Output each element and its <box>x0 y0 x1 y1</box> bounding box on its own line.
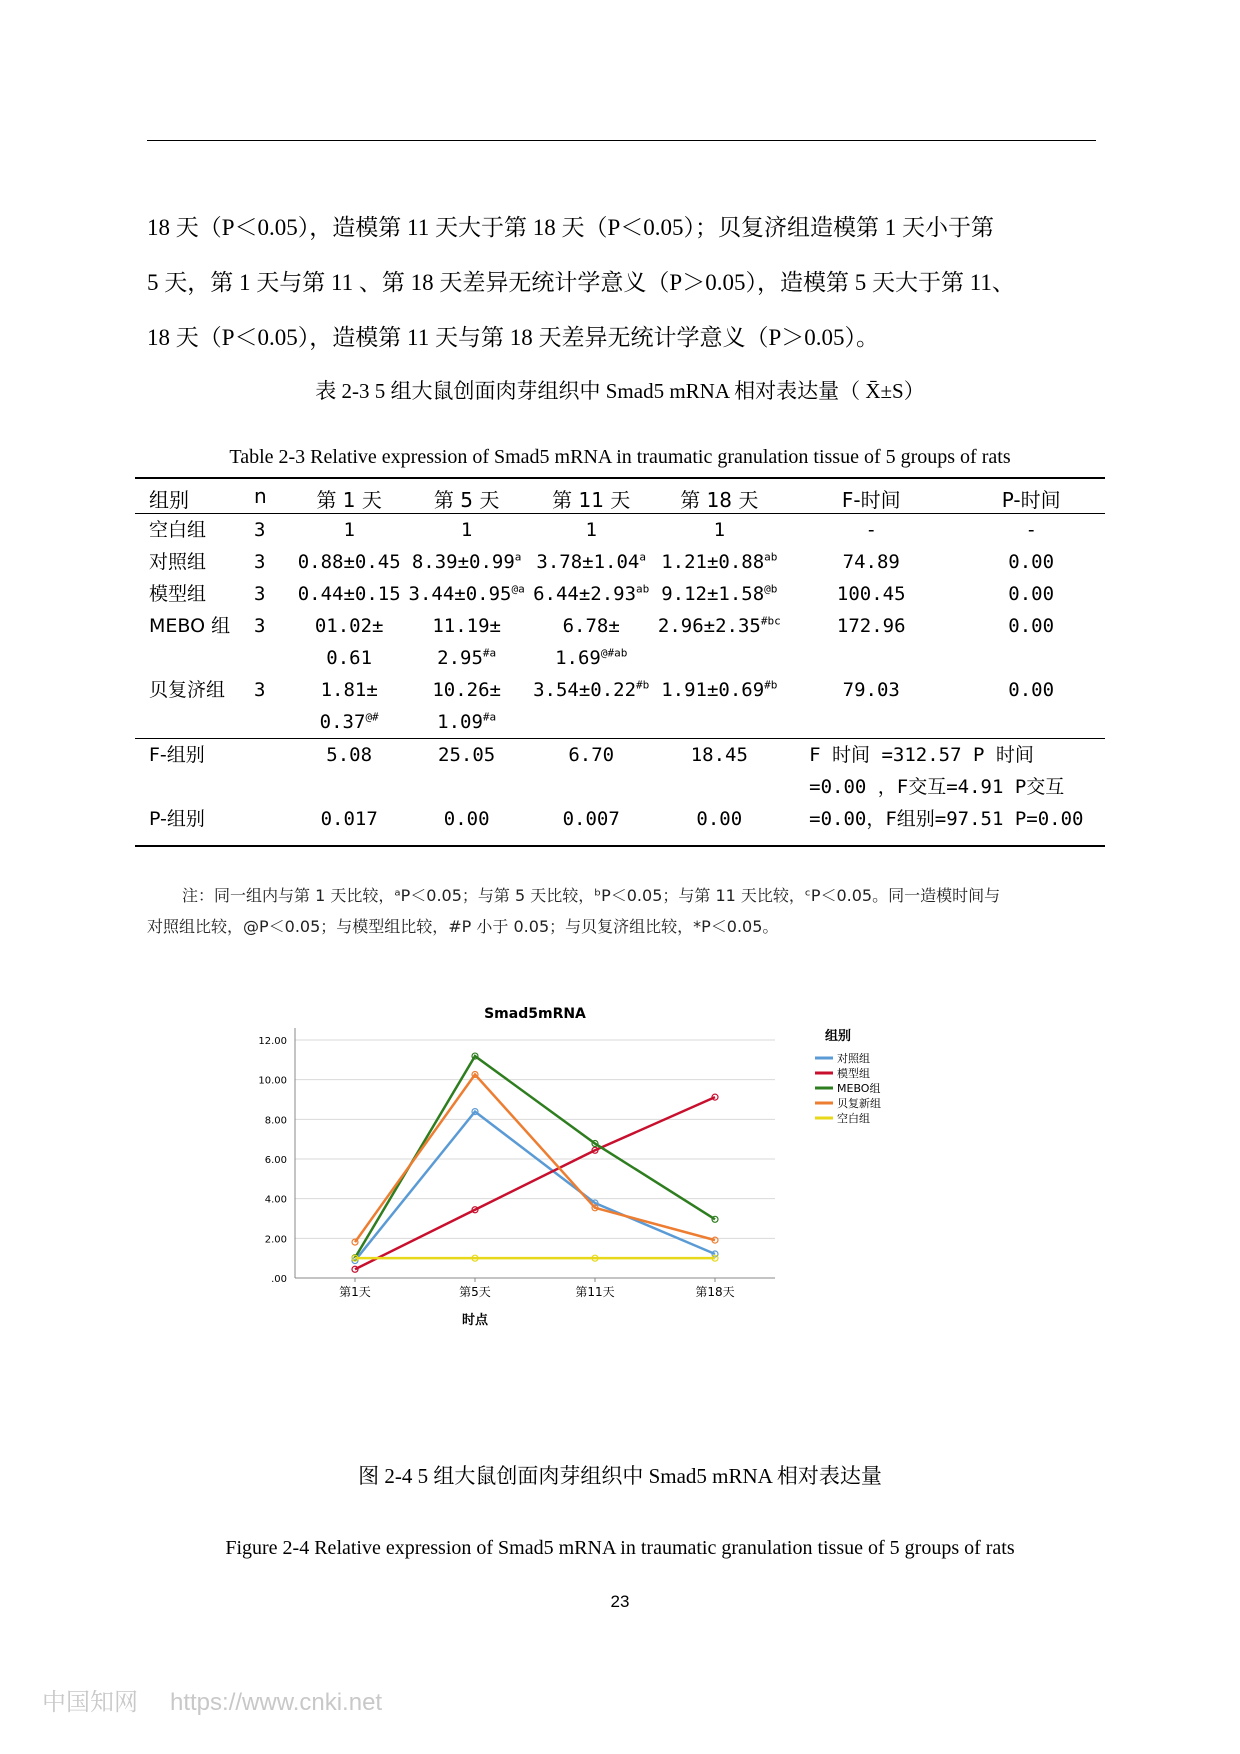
y-tick-label: 8.00 <box>264 1115 287 1127</box>
overall-stats <box>785 739 1105 836</box>
body-line: 5 天，第 1 天与第 11 、第 18 天差异无统计学意义（P＞0.05），造模第 5 天大于第 11、 <box>147 270 1015 295</box>
cell-day1: 0.88±0.45 <box>297 551 401 573</box>
cell-f: 74.89 <box>842 551 900 573</box>
cell-day5: 11.19± <box>432 615 501 637</box>
header-rule <box>147 140 1096 141</box>
stats-line: =0.00，F组别=97.51 P=0.00 <box>809 808 1084 830</box>
table-caption-cn: 表 2-3 5 组大鼠创面肉芽组织中 Smad5 mRNA 相对表达量（ X̄±S） <box>315 379 925 403</box>
header-p-time: P-时间 <box>957 478 1105 514</box>
table-row <box>135 514 1105 547</box>
cell-n: 3 <box>254 615 266 637</box>
cell-day5: $3.44\pm 0.95^{@a}$ <box>408 582 525 605</box>
x-tick-label: 第18天 <box>695 1285 735 1299</box>
cell-group: 对照组 <box>149 551 207 573</box>
p-group-day11: 0.007 <box>562 808 620 830</box>
cell-day1: 1.81± <box>320 679 378 701</box>
header-f-time: F-时间 <box>785 478 957 514</box>
table-row <box>135 674 1105 706</box>
watermark <box>42 1682 382 1717</box>
f-group-day18: 18.45 <box>653 739 785 772</box>
legend-label: 贝复新组 <box>837 1097 881 1110</box>
table-row-continued <box>135 706 1105 739</box>
page-number: 23 <box>610 1592 630 1611</box>
cell-day11: 6.44±2.93$^{ab}$ <box>533 582 650 605</box>
cell-day11: $3.54\pm 0.22^{\#b}$ <box>533 678 650 701</box>
cell-day1: 01.02± <box>314 615 384 637</box>
y-tick-label: .00 <box>271 1274 287 1285</box>
note-line: 注：同一组内与第 1 天比较，ᵃP＜0.05；与第 5 天比较，ᵇP＜0.05；与第 11 天比较，ᶜP＜0.05。同一造模时间与 <box>182 886 1001 905</box>
table-row <box>135 546 1105 578</box>
cell-p: 0.00 <box>1008 583 1055 605</box>
cell-day1-cont: 0.37@# <box>319 710 379 733</box>
f-group-day5: 25.05 <box>404 739 529 772</box>
cell-day5-cont: 2.95$^{\#a}$ <box>437 646 497 669</box>
figure-caption-en: Figure 2-4 Relative expression of Smad5 mRNA in traumatic granulation tissue of 5 groups of rats <box>225 1537 1015 1559</box>
watermark-site: 中国知网 <box>42 1689 138 1716</box>
y-tick-label: 10.00 <box>258 1075 287 1087</box>
cell-day18: $1.91\pm 0.69^{\#b}$ <box>661 678 778 701</box>
chart-svg <box>255 990 955 1440</box>
cell-group: MEBO 组 <box>149 615 231 637</box>
cell-n: 3 <box>254 519 266 541</box>
cell-day1: 0.44±0.15 <box>297 583 401 605</box>
cell-day18: $2.96\pm 2.35^{\#bc}$ <box>657 614 781 637</box>
cell-p: - <box>1025 519 1037 541</box>
line-chart <box>255 990 955 1445</box>
note-line: 对照组比较，@P＜0.05；与模型组比较，#P 小于 0.05；与贝复济组比较，*P＜0.05。 <box>147 917 779 936</box>
cell-day18: 1 <box>713 519 726 541</box>
header-group: 组别 <box>135 478 254 514</box>
body-line: 18 天（P＜0.05），造模第 11 天大于第 18 天（P＜0.05）；贝复济组造模第 1 天小于第 <box>147 215 994 240</box>
cell-day1-cont: 0.61 <box>326 647 373 669</box>
cell-day5: 10.26± <box>432 679 501 701</box>
header-n: n <box>254 478 294 514</box>
data-table <box>135 477 1105 847</box>
cell-day5: 8.39±0.99$^a$ <box>411 550 522 573</box>
header-day5: 第 5 天 <box>404 478 529 514</box>
cell-n: 3 <box>254 679 266 701</box>
cell-day11: 3.78±1.04$^a$ <box>536 550 646 573</box>
y-tick-label: 6.00 <box>264 1155 287 1166</box>
table-row <box>135 610 1105 642</box>
p-group-label: P-组别 <box>149 808 205 830</box>
table-row-continued <box>135 642 1105 674</box>
legend-label: 空白组 <box>837 1112 870 1125</box>
x-tick-label: 第1天 <box>339 1285 371 1299</box>
legend-label: 对照组 <box>837 1052 870 1065</box>
f-group-day1: 5.08 <box>294 739 404 772</box>
chart-title: Smad5mRNA <box>484 1006 586 1022</box>
table-note <box>147 880 1097 942</box>
header-day1: 第 1 天 <box>294 478 404 514</box>
cell-f: - <box>865 519 877 541</box>
cell-day18: 1.21±0.88$^{ab}$ <box>661 550 778 573</box>
cell-p: 0.00 <box>1008 615 1055 637</box>
legend-title: 组别 <box>825 1029 852 1044</box>
cell-day11: 6.78± <box>562 615 620 637</box>
cell-f: 79.03 <box>842 679 900 701</box>
body-paragraph <box>147 200 1097 365</box>
cell-n: 3 <box>254 551 266 573</box>
cell-group: 空白组 <box>149 519 207 541</box>
p-group-day5: 0.00 <box>443 808 490 830</box>
table-caption-en: Table 2-3 Relative expression of Smad5 mRNA in traumatic granulation tissue of 5 groups of rats <box>229 446 1011 468</box>
p-group-day18: 0.00 <box>696 808 743 830</box>
cell-n: 3 <box>254 583 266 605</box>
y-tick-label: 2.00 <box>264 1234 287 1246</box>
cell-f: 100.45 <box>836 583 906 605</box>
series-line <box>355 1097 715 1269</box>
x-tick-label: 第11天 <box>575 1285 615 1299</box>
stats-line: =0.00 ，F交互=4.91 P交互 <box>809 776 1065 798</box>
legend-label: 模型组 <box>837 1067 870 1080</box>
cell-day1: 1 <box>343 519 355 541</box>
p-group-day1: 0.017 <box>320 808 378 830</box>
cell-p: 0.00 <box>1008 679 1055 701</box>
y-tick-label: 12.00 <box>258 1036 287 1047</box>
stats-line: F 时间 =312.57 P 时间 <box>809 744 1034 766</box>
f-group-row <box>135 739 1105 772</box>
cell-day5: 1 <box>460 519 473 541</box>
cell-f: 172.96 <box>836 615 906 637</box>
header-day18: 第 18 天 <box>653 478 785 514</box>
cell-day11-cont: $1.69^{@\#ab}$ <box>555 646 628 669</box>
f-group-label: F-组别 <box>135 739 254 772</box>
legend-label: MEBO组 <box>837 1082 881 1095</box>
cell-group: 贝复济组 <box>149 679 226 701</box>
body-line: 18 天（P＜0.05），造模第 11 天与第 18 天差异无统计学意义（P＞0.05）。 <box>147 325 879 350</box>
f-group-day11: 6.70 <box>529 739 654 772</box>
cell-day5-cont: 1.09$^{\#a}$ <box>437 710 497 733</box>
table-row <box>135 578 1105 610</box>
cell-group: 模型组 <box>149 583 207 605</box>
x-axis-label: 时点 <box>461 1313 489 1328</box>
cell-day18: $9.12\pm 1.58^{@b}$ <box>661 582 778 605</box>
figure-caption-cn: 图 2-4 5 组大鼠创面肉芽组织中 Smad5 mRNA 相对表达量 <box>358 1464 882 1488</box>
cell-p: 0.00 <box>1008 551 1055 573</box>
watermark-url: https://www.cnki.net <box>170 1689 383 1716</box>
y-tick-label: 4.00 <box>264 1194 287 1206</box>
cell-day11: 1 <box>585 519 597 541</box>
x-tick-label: 第5天 <box>459 1285 491 1299</box>
header-day11: 第 11 天 <box>529 478 654 514</box>
